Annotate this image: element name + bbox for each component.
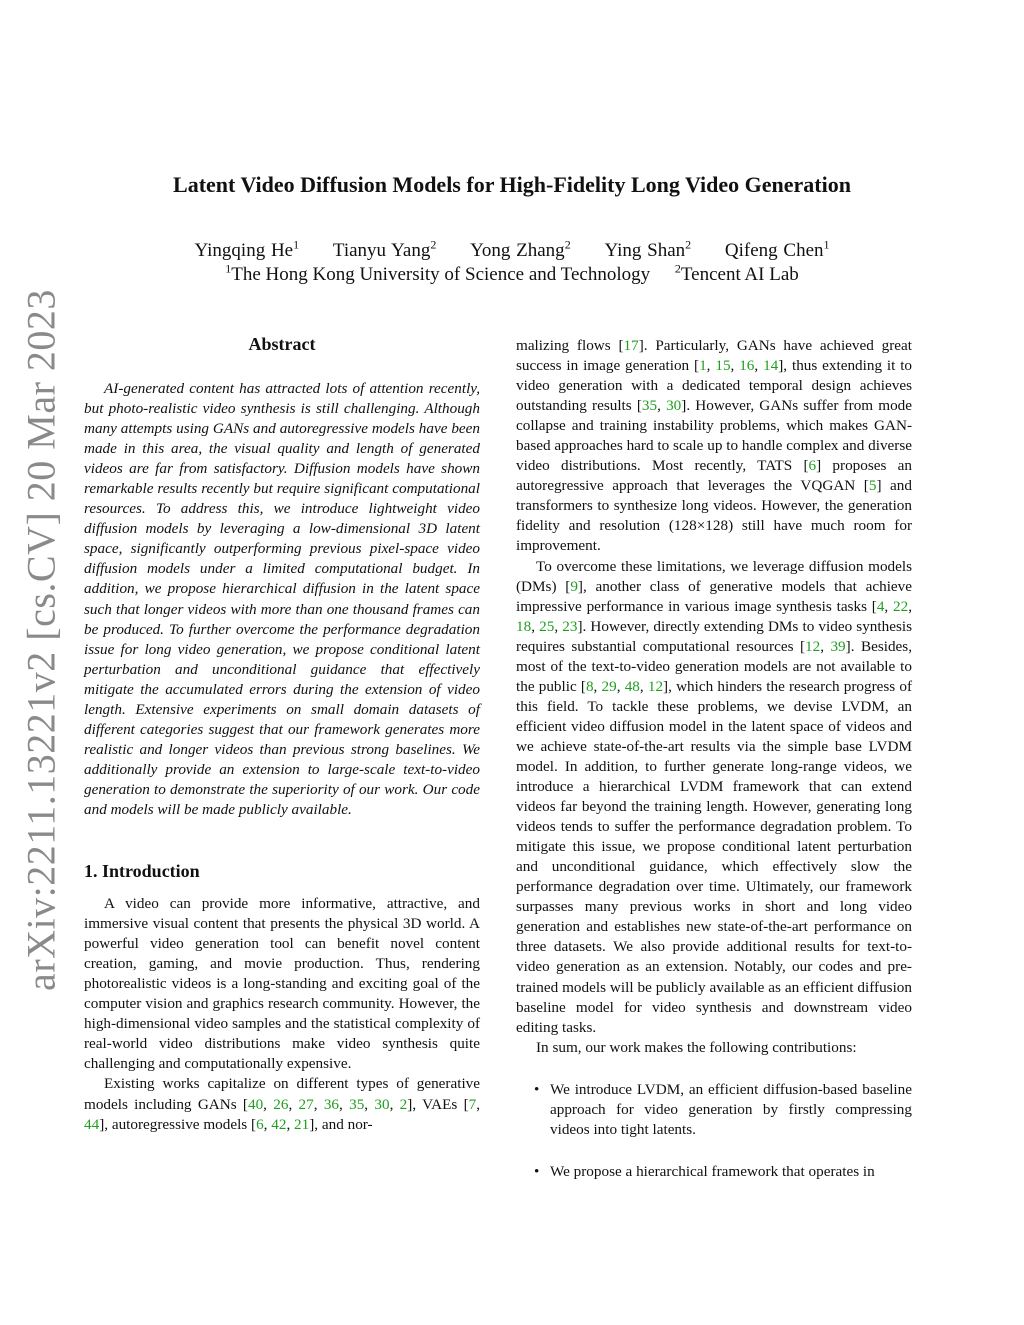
contribution-list: [516, 1080, 912, 1182]
citation-link[interactable]: 14: [763, 357, 779, 375]
citation-link[interactable]: 15: [715, 357, 731, 375]
affiliation: $^2$Tencent AI Lab: [674, 261, 799, 285]
citation-link[interactable]: 6: [256, 1115, 264, 1133]
citation-link[interactable]: 27: [298, 1095, 314, 1113]
left-column: [84, 333, 480, 1135]
intro-paragraph-1: A video can provide more informative, attractive, and immersive visual content that presents the physical 3D world. A powerful video generation tool can benefit novel content creation, gaming, and movie production. Thus, rendering photorealistic videos is a long-standing and exciting goal of the computer vision and graphics research community. However, the high-dimensional video samples and the statistical complexity of real-world video distributions make video synthesis quite challenging and computationally expensive.: [84, 895, 480, 1073]
citation-link[interactable]: 39: [830, 637, 846, 655]
citation-link[interactable]: 30: [374, 1095, 390, 1113]
citation-link[interactable]: 8: [585, 677, 594, 695]
author-list: [0, 237, 1024, 262]
arxiv-identifier: arXiv:2211.13221v2 [cs.CV] 20 Mar 2023: [18, 289, 64, 991]
citation-link[interactable]: 48: [624, 677, 640, 695]
author: Qifeng Chen$^1$: [724, 237, 830, 261]
citation-link[interactable]: 23: [562, 617, 578, 635]
citation-link[interactable]: 36: [323, 1095, 340, 1113]
author: Ying Shan$^2$: [604, 237, 692, 261]
citation-link[interactable]: 44: [84, 1115, 100, 1133]
paper-title: Latent Video Diffusion Models for High-Fidelity Long Video Generation: [173, 172, 851, 197]
citation-link[interactable]: 42: [271, 1115, 287, 1133]
arxiv-sidebar: [6, 289, 76, 991]
citation-link[interactable]: 12: [647, 677, 664, 695]
citation-link[interactable]: 5: [868, 477, 877, 495]
right-column: [516, 336, 912, 1204]
citation-link[interactable]: 35: [641, 397, 658, 415]
contribution-item: • We introduce LVDM, an efficient diffusion-based baseline approach for video generation by firstly compressing videos into tight latents.: [516, 1080, 912, 1140]
author: Yingqing He$^1$: [194, 237, 300, 261]
contribution-item: • We propose a hierarchical framework that operates in: [516, 1162, 912, 1182]
abstract-body: [84, 379, 480, 820]
citation-link[interactable]: 26: [273, 1095, 289, 1113]
citation-link[interactable]: 40: [247, 1095, 264, 1113]
body-paragraph-2: To overcome these limitations, we leverage diffusion models (DMs) [9], another class of generative models that achieve impressive performance in various image synthesis tasks [4, 22, 18, 25, 23]. However, directly extending DMs to video synthesis requires substantial computational resources [12, 39]. Besides, most of the text-to-video generation models are not available to the public [8, 29, 48, 12], which hinders the research progress of this field. To tackle these problems, we devise LVDM, an efficient video diffusion model in the latent space of videos and we achieve state-of-the-art results via the simple base LVDM model. In addition, to further generate long-range videos, we introduce a hierarchical LVDM framework that can extend videos far beyond the training length. However, generating long videos tends to suffer the performance degradation problem. To mitigate this issue, we propose conditional latent perturbation and unconditional guidance, which effectively slow the performance degradation over time. Ultimately, our framework surpasses many previous works in short and long video generation and establishes new state-of-the-art performance on three datasets. We also provide additional results for text-to-video generation as an extension. Notably, our codes and pre-trained models will be publicly available as an efficient diffusion baseline model for video synthesis and downstream video editing tasks.: [516, 557, 913, 1036]
citation-link[interactable]: 9: [570, 577, 578, 595]
citation-link[interactable]: 7: [468, 1095, 477, 1113]
citation-link[interactable]: 17: [623, 337, 639, 354]
abstract-paragraph: AI-generated content has attracted lots of attention recently, but photo-realistic video synthesis is still challenging. Although many attempts using GANs and autoregressive models have been made in this area, the visual quality and length of generated videos are far from satisfactory. Diffusion models have shown remarkable results recently but require significant computational resources. To address this, we introduce lightweight video diffusion models by leveraging a low-dimensional 3D latent space, significantly outperforming previous pixel-space video diffusion models under a limited computational budget. In addition, we propose hierarchical diffusion in the latent space such that longer videos with more than one thousand frames can be produced. To further overcome the performance degradation issue for long video generation, we propose conditional latent perturbation and unconditional guidance that effectively mitigate the accumulated errors during the extension of video length. Extensive experiments on small domain datasets of different categories suggest that our framework generates more realistic and longer videos than previous strong baselines. We additionally provide an extension to large-scale text-to-video generation to demonstrate the superiority of our work. Our code and models will be made publicly available.: [84, 380, 480, 818]
citation-link[interactable]: 16: [739, 357, 755, 375]
abstract-heading: Abstract: [248, 334, 316, 354]
citation-link[interactable]: 22: [893, 597, 909, 615]
affiliation-list: [0, 261, 1024, 286]
author: Yong Zhang$^2$: [470, 237, 571, 261]
body-paragraph-1: malizing flows [17]. Particularly, GANs have achieved great success in image generation [1, 15, 16, 14], thus extending it to video generation with a dedicated temporal design achieves outstanding results [35, 30]. However, GANs suffer from mode collapse and training instability problems, which makes GAN-based approaches hard to scale up to handle complex and diverse video distributions. Most recently, TATS [6] proposes an autoregressive approach that leverages the VQGAN [5] and transformers to synthesize long videos. However, the generation fidelity and resolution (128×128) still have much room for improvement.: [516, 337, 913, 555]
citation-link[interactable]: 12: [805, 637, 821, 655]
citation-link[interactable]: 30: [666, 397, 682, 415]
citation-link[interactable]: 35: [349, 1095, 365, 1113]
citation-link[interactable]: 21: [294, 1115, 310, 1133]
citation-link[interactable]: 1: [699, 357, 707, 375]
citation-link[interactable]: 4: [876, 597, 885, 615]
affiliation: $^1$The Hong Kong University of Science and Technology: [225, 261, 651, 285]
citation-link[interactable]: 29: [601, 677, 617, 695]
citation-link[interactable]: 18: [516, 617, 532, 635]
intro-paragraph-2: Existing works capitalize on different types of generative models including GANs [40, 26, 27, 36, 35, 30, 2], VAEs [7, 44], autoregressive models [6, 42, 21], and nor-: [84, 1075, 481, 1133]
section-heading-introduction: 1. Introduction: [84, 861, 200, 882]
citation-link[interactable]: 6: [808, 457, 817, 475]
author: Tianyu Yang$^2$: [332, 237, 437, 261]
citation-link[interactable]: 2: [399, 1095, 408, 1113]
body-paragraph-3: In sum, our work makes the following contributions:: [536, 1038, 857, 1056]
citation-link[interactable]: 25: [539, 617, 555, 635]
